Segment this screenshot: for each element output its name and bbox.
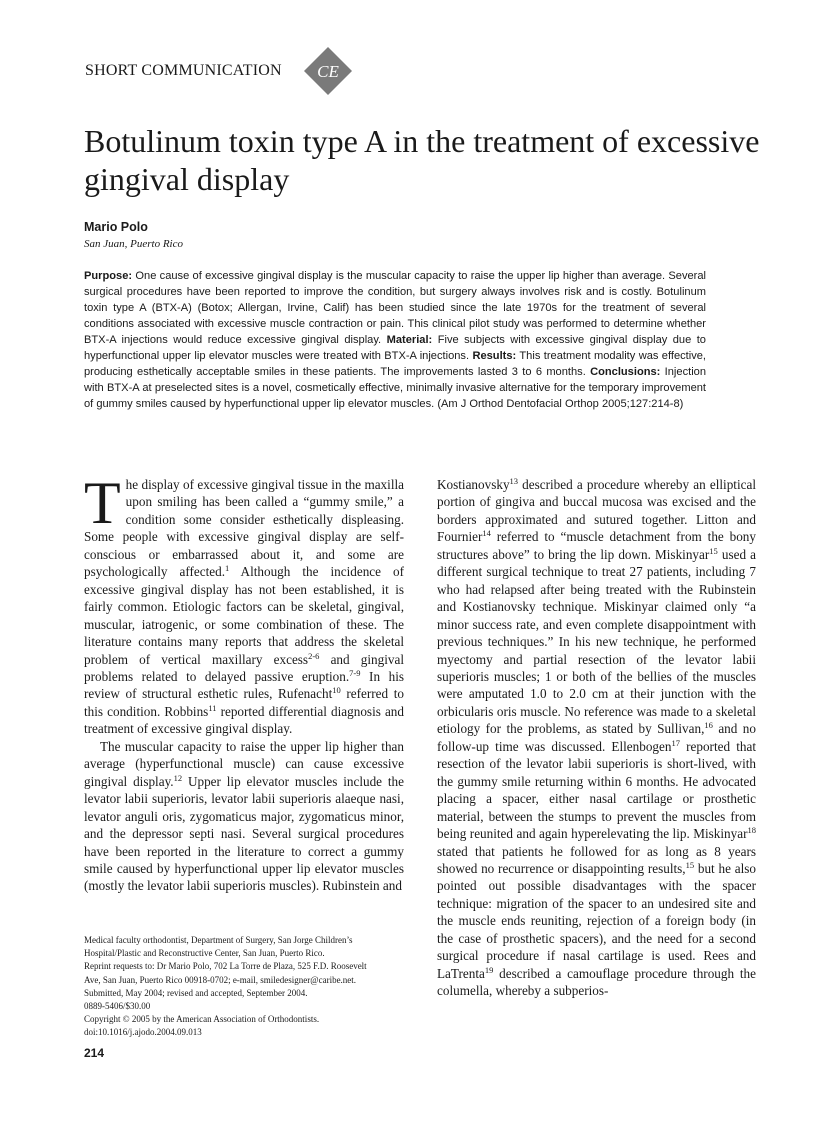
footnote-line: Ave, San Juan, Puerto Rico 00918-0702; e-mail, smiledesigner@caribe.net. — [84, 974, 357, 985]
abstract-conclusions-label: Conclusions: — [590, 366, 661, 378]
abstract-results-label: Results: — [472, 350, 517, 362]
footnote-line: doi:10.1016/j.ajodo.2004.09.013 — [84, 1027, 202, 1038]
ce-logo — [303, 46, 353, 96]
section-label: SHORT COMMUNICATION — [85, 62, 282, 79]
footnote-line: Reprint requests to: Dr Mario Polo, 702 La Torre de Plaza, 525 F.D. Roosevelt — [84, 961, 367, 972]
body-column-left — [84, 470, 404, 895]
citation-ref: 14 — [482, 528, 491, 539]
citation-ref: 15 — [685, 859, 695, 870]
citation-ref: 13 — [509, 476, 519, 486]
body-column-right — [437, 476, 756, 1000]
abstract-purpose-text: One cause of excessive gingival display is the muscular capacity to raise the upper lip higher than average. Several surgical procedures have been reported to improve the condition, but surgery always involves risk and is costly. Botulinum toxin type A (BTX-A) (Botox; Allergan, Irvine, Calif) has been studied since the late 1970s for the treatment of several conditions associated with excessive muscle contraction or pain. This clinical pilot study was performed to determine whether BTX-A injections would reduce excessive gingival display. — [84, 270, 706, 346]
citation-ref: 12 — [173, 772, 183, 783]
author-name: Mario Polo — [84, 220, 148, 234]
citation-ref: 7-9 — [349, 667, 361, 678]
citation-ref: 15 — [709, 545, 718, 556]
abstract-material-text: Five subjects with excessive gingival display due to hyperfunctional upper lip elevator muscles were treated with BTX-A injections. — [84, 334, 706, 362]
body-paragraph: The muscular capacity to raise the upper lip higher than average (hyperfunctional muscle) can cause excessive gingival display.$^{12}$ Upper lip elevator muscles include the levator labii superioris, levator labii superioris alaeque nasi, levator anguli oris, zygomaticus major, zygomaticus minor, and the depressor septi nasi. Several surgical procedures have been reported in the literature to correct a gummy smile caused by hyperfunctional upper lip elevator muscles (mostly the levator labii superioris muscles). Rubinstein and — [84, 738, 404, 894]
citation-ref: 1 — [225, 563, 230, 574]
footnote-line: Medical faculty orthodontist, Department of Surgery, San Jorge Children’s — [84, 935, 353, 945]
footnote-line: 0889-5406/$30.00 — [84, 1001, 151, 1012]
citation-ref: 16 — [704, 720, 713, 731]
abstract-results-text: This treatment modality was effective, producing esthetically acceptable smiles in these patients. The improvements lasted 3 to 6 months. — [84, 350, 707, 378]
page-number: 214 — [84, 1046, 105, 1060]
citation-ref: 18 — [747, 825, 756, 836]
body-paragraph: Kostianovsky$^{13}$ described a procedure whereby an elliptical portion of gingiva and buccal mucosa was excised and the borders approximated and sutured together. Litton and Fournier$^{14}$ referred to “muscle detachment from the bony structures above” to bring the lip down. Miskinyar$^{15}$ used a different surgical technique to treat 27 patients, including 7 who had relapsed after being treated with the Rubinstein and Kostianovsky technique. Miskinyar claimed only “a minor success rate, and even complete disappointment with previous techniques.” In his new technique, he performed myectomy and partial resection of the levator labii superioris muscles; 1 or both of the bellies of the muscles were amputated 1.0 to 2.0 cm at their junction with the orbicularis oris muscle. No reference was made to a skeletal etiology for the problems, as stated by Sullivan,$^{16}$ and no follow-up time was discussed. Ellenbogen$^{17}$ reported that resection of the levator labii superioris is short-lived, with the gummy smile returning within 6 months. He advocated placing a spacer, either nasal cartilage or prosthetic material, between the stumps to prevent the muscles from being reunited and again hyperelevating the lip. Miskinyar$^{18}$ stated that patients he followed for as long as 8 years showed no recurrence or disappointing results,$^{15}$ but he also pointed out possible disadvantages with the spacer technique: migration of the spacer to an undesired site and the muscle ends reuniting, rejection of a foreign body (in the case of prosthetic spacers), and the need for a second surgical procedure if nasal cartilage is used. Rees and LaTrenta$^{19}$ described a camouflage procedure through the columella, whereby a subperios- — [437, 476, 756, 999]
abstract — [84, 268, 706, 412]
citation-ref: 2-6 — [308, 650, 320, 661]
citation-ref: 17 — [671, 737, 680, 748]
ce-logo-text: CE — [317, 62, 339, 81]
citation-ref: 19 — [484, 964, 494, 975]
abstract-conclusions-text: Injection with BTX-A at preselected sites is a novel, cosmetically effective, minimally invasive alternative for the temporary improvement of gummy smiles caused by hyperfunctional upper lip elevator muscles. (Am J Orthod Dentofacial Orthop 2005;127:214-8) — [84, 366, 706, 410]
abstract-purpose-label: Purpose: — [84, 270, 133, 282]
abstract-material-label: Material: — [386, 334, 433, 346]
article-title: Botulinum toxin type A in the treatment of excessive gingival display — [84, 123, 760, 197]
footnote-line: Copyright © 2005 by the American Association of Orthodontists. — [84, 1014, 320, 1025]
body-paragraph: The display of excessive gingival tissue in the maxilla upon smiling has been called a “gummy smile,” a condition some consider esthetically displeasing. Some people with excessive gingival display are self-conscious or embarrassed about it, and some are psychologically affected.$^1$ Although the incidence of excessive gingival display has not been established, it is fairly common. Etiologic factors can be skeletal, gingival, muscular, iatrogenic, or some combination of these. The literature contains many reports that address the skeletal problem of vertical maxillary excess$^{2-6}$ and gingival problems related to delayed passive eruption.$^{7-9}$ In his review of structural esthetic rules, Rufenacht$^{10}$ referred to this condition. Robbins$^{11}$ reported differential diagnosis and treatment of excessive gingival display. — [84, 470, 404, 737]
drop-cap: T — [84, 470, 121, 536]
footnote-line: Submitted, May 2004; revised and accepted, September 2004. — [84, 987, 308, 998]
citation-ref: 11 — [208, 702, 217, 713]
footnote-line: Hospital/Plastic and Reconstructive Center, San Juan, Puerto Rico. — [84, 948, 325, 959]
citation-ref: 10 — [332, 685, 341, 696]
author-affiliation: San Juan, Puerto Rico — [84, 238, 183, 250]
footnote — [84, 934, 404, 1040]
